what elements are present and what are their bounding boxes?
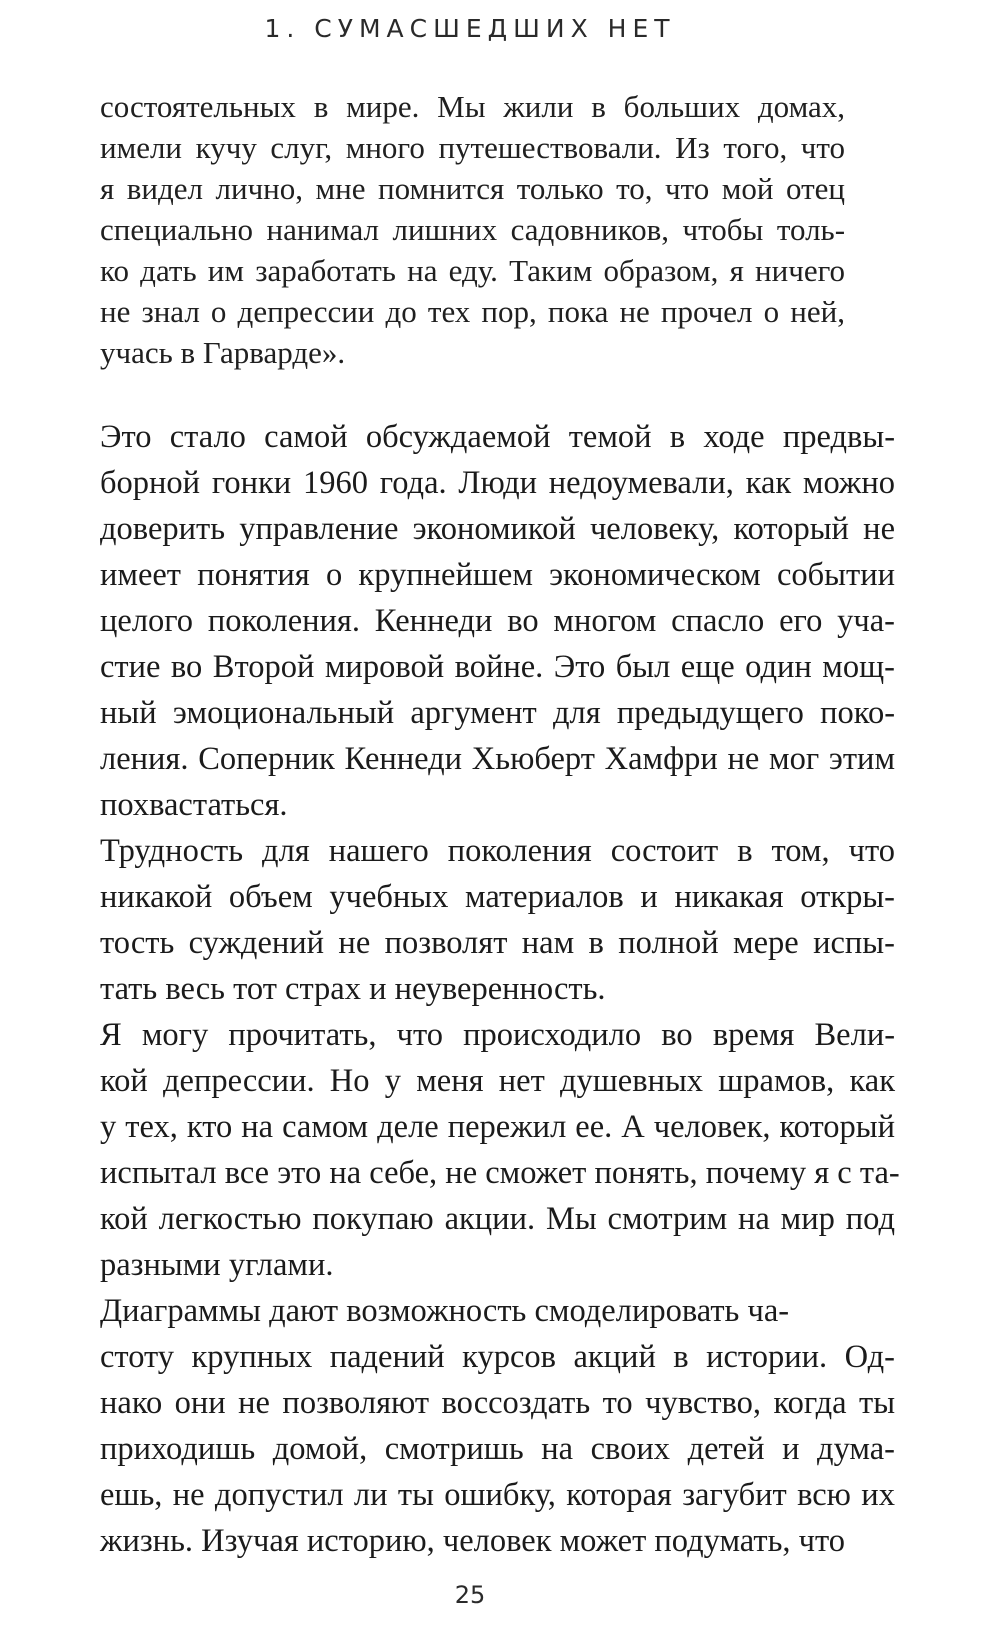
- text-line: у тех, кто на самом деле пережил ее. А человек, который: [100, 1109, 895, 1145]
- text-line: ешь, не допустил ли ты ошибку, которая загубит всю их: [100, 1477, 895, 1513]
- text-line: доверить управление экономикой человеку, который не: [100, 511, 896, 547]
- text-line: целого поколения. Кеннеди во многом спасло его уча-: [100, 603, 895, 639]
- running-head: 1. СУМАСШЕДШИХ НЕТ: [264, 14, 676, 43]
- text-line: кой легкостью покупаю акции. Мы смотрим на мир под: [100, 1201, 895, 1237]
- text-line: Диаграммы дают возможность смоделировать ча-: [100, 1293, 790, 1329]
- text-line: ления. Соперник Кеннеди Хьюберт Хамфри не мог этим: [100, 741, 896, 777]
- text-line: тость суждений не позволят нам в полной мере испы-: [100, 925, 895, 961]
- text-line: имеет понятия о крупнейшем экономическом событии: [100, 557, 895, 593]
- quote-line: состоятельных в мире. Мы жили в больших домах,: [100, 89, 846, 124]
- text-line: нако они не позволяют воссоздать то чувство, когда ты: [100, 1385, 896, 1421]
- text-line: Это стало самой обсуждаемой темой в ходе предвы-: [100, 419, 896, 455]
- paragraph: [100, 1288, 900, 1564]
- text-line: борной гонки 1960 года. Люди недоумевали, как можно: [100, 465, 896, 501]
- page-number: 25: [454, 1581, 486, 1609]
- text-line: стоту крупных падений курсов акций в истории. Од-: [100, 1339, 895, 1375]
- text-line: Трудность для нашего поколения состоит в том, что: [100, 833, 895, 869]
- quote-line: ко дать им заработать на еду. Таким образом, я ничего: [100, 253, 846, 288]
- text-line: Я могу прочитать, что происходило во время Вели-: [100, 1017, 896, 1053]
- paragraph: [100, 1012, 900, 1288]
- quote-line: я видел лично, мне помнится только то, что мой отец: [100, 171, 846, 206]
- paragraph: [100, 414, 900, 828]
- text-line: испытал все это на себе, не сможет понять, почему я с та-: [100, 1155, 900, 1191]
- text-line: жизнь. Изучая историю, человек может подумать, что: [100, 1523, 846, 1559]
- text-line: никакой объем учебных материалов и никакая откры-: [100, 879, 895, 915]
- block-quote: [100, 86, 845, 373]
- text-line: ный эмоциональный аргумент для предыдущего поко-: [100, 695, 896, 731]
- quote-line: не знал о депрессии до тех пор, пока не прочел о ней,: [100, 294, 845, 329]
- text-line: тать весь тот страх и неуверенность.: [100, 971, 606, 1007]
- body-text: [100, 414, 900, 1564]
- text-line: приходишь домой, смотришь на своих детей и дума-: [100, 1431, 896, 1467]
- quote-line: имели кучу слуг, много путешествовали. Из того, что: [100, 130, 846, 165]
- text-line: похвастаться.: [100, 787, 288, 823]
- quote-line: специально нанимал лишних садовников, чтобы толь-: [100, 212, 846, 247]
- paragraph: [100, 828, 900, 1012]
- text-line: стие во Второй мировой войне. Это был еще один мощ-: [100, 649, 895, 685]
- text-line: кой депрессии. Но у меня нет душевных шрамов, как: [100, 1063, 895, 1099]
- text-line: разными углами.: [100, 1247, 334, 1283]
- quote-line: учась в Гарварде».: [100, 335, 346, 370]
